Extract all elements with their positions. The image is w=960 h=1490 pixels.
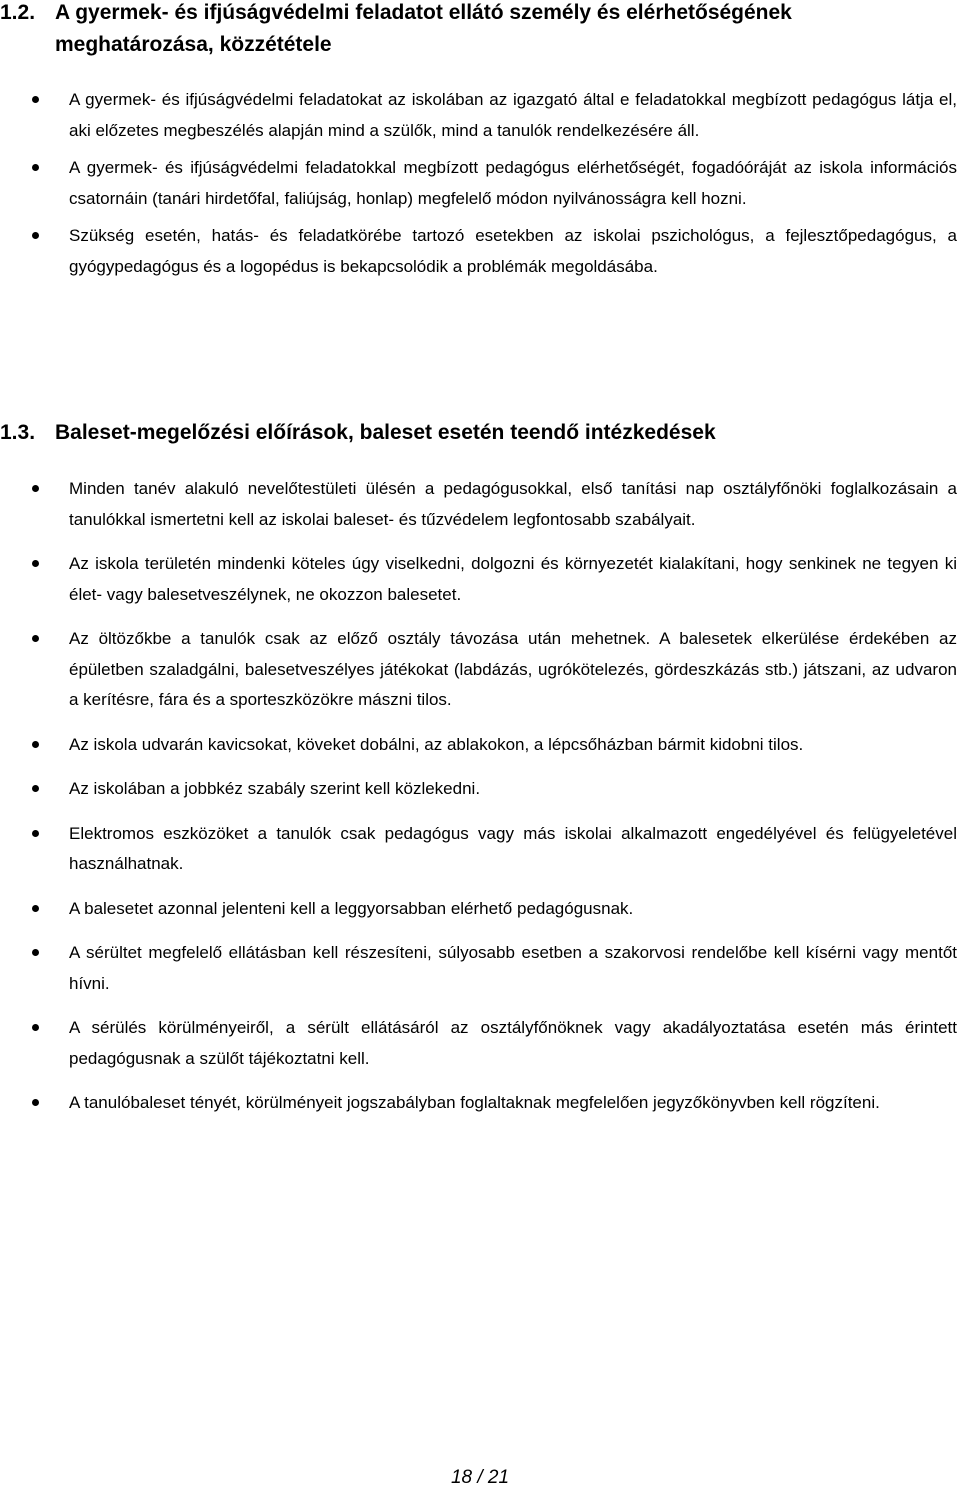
list-item xyxy=(0,938,957,999)
list-item-text: Minden tanév alakuló nevelőtestületi ülésén a pedagógusokkal, első tanítási nap osztályfőnöki foglalkozásain a tanulókkal ismertetni kell az iskolai baleset- és tűzvédelem legfontosabb szabályait. xyxy=(69,479,957,529)
child-protection-list xyxy=(0,85,957,289)
section-heading-1-3 xyxy=(0,417,960,449)
section-number: 1.2. xyxy=(0,1,36,24)
bullet-icon xyxy=(32,96,39,103)
list-item-text: A sérülés körülményeiről, a sérült ellátásáról az osztályfőnöknek vagy akadályoztatása esetén más érintett pedagógusnak a szülőt tájékoztatni kell. xyxy=(69,1018,957,1068)
bullet-icon xyxy=(32,741,39,748)
list-item xyxy=(0,549,957,610)
list-item xyxy=(0,474,957,535)
list-item-text: A tanulóbaleset tényét, körülményeit jogszabályban foglaltaknak megfelelően jegyzőkönyvben kell rögzíteni. xyxy=(69,1093,880,1112)
bullet-icon xyxy=(32,635,39,642)
list-item xyxy=(0,1088,957,1119)
list-item-text: Az iskola udvarán kavicsokat, köveket dobálni, az ablakokon, a lépcsőházban bármit kidobni tilos. xyxy=(69,734,804,754)
section-heading-1-2 xyxy=(0,0,960,61)
list-item-text: A sérültet megfelelő ellátásban kell részesíteni, súlyosabb esetben a szakorvosi rendelőbe kell kísérni vagy mentőt hívni. xyxy=(69,943,957,993)
bullet-icon xyxy=(32,905,39,912)
bullet-icon xyxy=(32,1099,39,1106)
section-number: 1.3. xyxy=(0,421,36,444)
list-item xyxy=(0,153,957,214)
list-item xyxy=(0,774,957,805)
bullet-icon xyxy=(32,232,39,239)
list-item-text: Szükség esetén, hatás- és feladatkörébe tartozó esetekben az iskolai pszichológus, a fejlesztőpedagógus, a gyógypedagógus és a logopédus is bekapcsolódik a problémák megoldásába. xyxy=(69,226,957,276)
section-title: A gyermek- és ifjúságvédelmi feladatot ellátó személy és elérhetőségének meghatározása, közzététele xyxy=(55,1,792,56)
list-item xyxy=(0,624,957,716)
bullet-icon xyxy=(32,164,39,171)
list-item-text: A balesetet azonnal jelenteni kell a leggyorsabban elérhető pedagógusnak. xyxy=(69,898,634,918)
list-item xyxy=(0,1013,957,1074)
bullet-icon xyxy=(32,1024,39,1031)
list-item-text: A gyermek- és ifjúságvédelmi feladatokkal megbízott pedagógus elérhetőségét, fogadóóráját az iskola információs csatornáin (tanári hirdetőfal, faliújság, honlap) megfelelő módon nyilvánosságra kell hozni. xyxy=(69,158,957,208)
list-item xyxy=(0,221,957,282)
list-item xyxy=(0,85,957,146)
list-item-text: Az iskolában a jobbkéz szabály szerint kell közlekedni. xyxy=(69,779,481,798)
list-item-text: A gyermek- és ifjúságvédelmi feladatokat az iskolában az igazgató által e feladatokkal megbízott pedagógus látja el, aki előzetes megbeszélés alapján mind a szülők, mind a tanulók rendelkezésére áll. xyxy=(69,90,957,140)
list-item xyxy=(0,894,957,925)
section-title: Baleset-megelőzési előírások, baleset esetén teendő intézkedések xyxy=(55,421,716,444)
bullet-icon xyxy=(32,485,39,492)
bullet-icon xyxy=(32,785,39,792)
list-item xyxy=(0,730,957,761)
list-item-text: Az iskola területén mindenki köteles úgy viselkedni, dolgozni és környezetét kialakítani, hogy senkinek ne tegyen ki élet- vagy balesetveszélynek, ne okozzon balesetet. xyxy=(69,554,957,604)
bullet-icon xyxy=(32,830,39,837)
page-number: 18 / 21 xyxy=(450,1467,510,1488)
list-item-text: Az öltözőkbe a tanulók csak az előző osztály távozása után mehetnek. A balesetek elkerülése érdekében az épületben szaladgálni, balesetveszélyes játékokat (labdázás, ugrókötelezés, gördeszkázás stb.) játszani, az udvaron a kerítésre, fára és a sporteszközökre mászni tilos. xyxy=(69,629,957,709)
list-item-text: Elektromos eszközöket a tanulók csak pedagógus vagy más iskolai alkalmazott engedélyével és felügyeletével használhatnak. xyxy=(69,823,957,873)
bullet-icon xyxy=(32,949,39,956)
bullet-icon xyxy=(32,560,39,567)
accident-prevention-list xyxy=(0,474,957,1133)
list-item xyxy=(0,819,957,880)
